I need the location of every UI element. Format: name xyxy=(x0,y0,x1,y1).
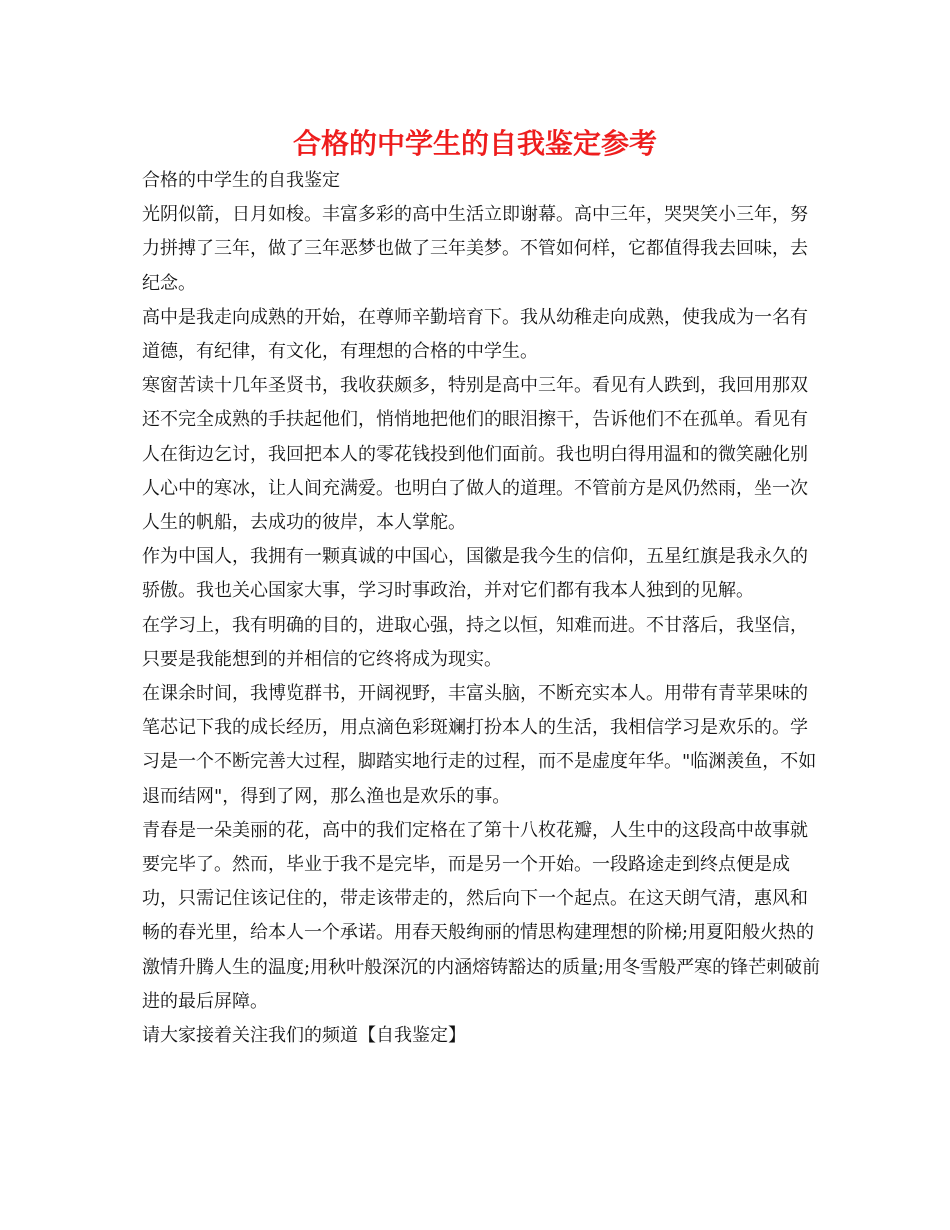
body-paragraph: 在学习上，我有明确的目的，进取心强，持之以恒，知难而进。不甘落后，我坚信，只要是我能想到的并相信的它终将成为现实。 xyxy=(142,614,808,670)
body-paragraph: 在课余时间，我博览群书，开阔视野，丰富头脑，不断充实本人。用带有青苹果味的笔芯记下我的成长经历，用点滴色彩斑斓打扮本人的生活，我相信学习是欢乐的。学习是一个不断完善大过程，脚踏实地行走的过程，而不是虚度年华。"临渊羡鱼，不如退而结网"，得到了网，那么渔也是欢乐的事。 xyxy=(142,683,817,807)
body-paragraph: 光阴似箭，日月如梭。丰富多彩的高中生活立即谢幕。高中三年，哭哭笑小三年，努力拼搏了三年，做了三年恶梦也做了三年美梦。不管如何样，它都值得我去回味，去纪念。 xyxy=(142,204,808,294)
body-paragraph: 寒窗苦读十几年圣贤书，我收获颇多，特别是高中三年。看见有人跌到，我回用那双还不完全成熟的手扶起他们，悄悄地把他们的眼泪擦干，告诉他们不在孤单。看见有人在街边乞讨，我回把本人的零花钱投到他们面前。我也明白得用温和的微笑融化别人心中的寒冰，让人间充满爱。也明白了做人的道理。不管前方是风仍然雨，坐一次人生的帆船，去成功的彼岸，本人掌舵。 xyxy=(142,375,808,534)
body-paragraph: 高中是我走向成熟的开始，在尊师辛勤培育下。我从幼稚走向成熟，使我成为一名有道德，有纪律，有文化，有理想的合格的中学生。 xyxy=(142,306,808,363)
document-title: 合格的中学生的自我鉴定参考 xyxy=(292,127,657,160)
closing-paragraph: 请大家接着关注我们的频道【自我鉴定】 xyxy=(142,1025,466,1047)
body-paragraph: 作为中国人，我拥有一颗真诚的中国心，国徽是我今生的信仰，五星红旗是我永久的骄傲。我也关心国家大事，学习时事政治，并对它们都有我本人独到的见解。 xyxy=(142,546,808,602)
document-body xyxy=(142,164,822,1053)
body-paragraph: 青春是一朵美丽的花，高中的我们定格在了第十八枚花瓣，人生中的这段高中故事就要完毕了。然而，毕业于我不是完毕，而是另一个开始。一段路途走到终点便是成功，只需记住该记住的，带走该带走的，然后向下一个起点。在这天朗气清，惠风和畅的春光里，给本人一个承诺。用春天般绚丽的情思构建理想的阶梯;用夏阳般火热的激情升腾人生的温度;用秋叶般深沉的内涵熔铸豁达的质量;用冬雪般严寒的锋芒刺破前进的最后屏障。 xyxy=(142,819,821,1012)
subtitle-paragraph: 合格的中学生的自我鉴定 xyxy=(142,170,340,191)
